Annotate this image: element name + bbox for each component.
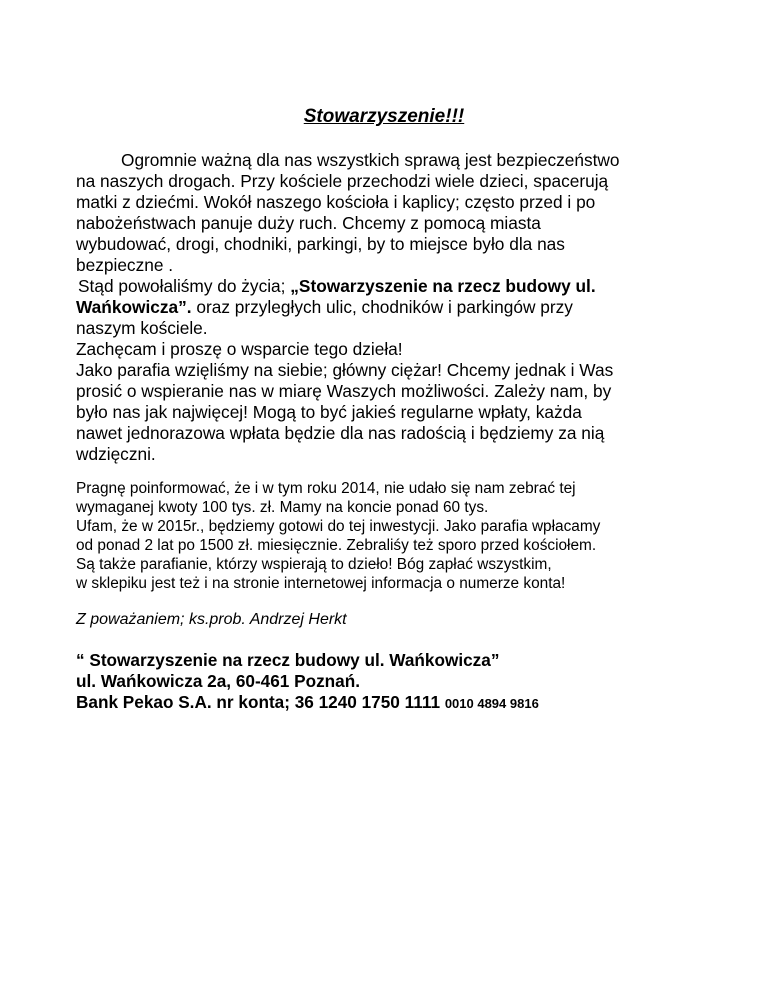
stad-line [78,276,596,297]
para1-line: naszym kościele. [76,318,208,338]
para1-line: Jako parafia wzięliśmy na siebie; główny ciężar! Chcemy jednak i Was [76,360,614,380]
para1-line: bezpieczne . [76,255,174,275]
para1-line: na naszych drogach. Przy kościele przechodzi wiele dzieci, spacerują [76,171,609,191]
association-title: “ Stowarzyszenie na rzecz budowy ul. Wańkowicza” [76,650,500,670]
para2-line: w sklepiku jest też i na stronie internetowej informacja o numerze konta! [76,575,566,592]
para1-line: prosić o wspieranie nas w miarę Waszych możliwości. Zależy nam, by [76,381,612,401]
para1-line: było nas jak najwięcej! Mogą to być jakieś regularne wpłaty, każda [76,402,582,422]
association-desc: oraz przyległych ulic, chodników i parkingów przy [191,297,573,317]
bank-account [76,692,539,713]
para2-line: Pragnę poinformować, że i w tym roku 2014, nie udało się nam zebrać tej [76,480,576,497]
para2-line: Ufam, że w 2015r., będziemy gotowi do tej inwestycji. Jako parafia wpłacamy [76,518,601,535]
para1-line: nawet jednorazowa wpłata będzie dla nas radością i będziemy za nią [76,423,605,443]
para2-line: Są także parafianie, którzy wspierają to dzieło! Bóg zapłać wszystkim, [76,556,552,573]
para1-line: wybudować, drogi, chodniki, parkingi, by to miejsce było dla nas [76,234,565,254]
bank-account-main: Bank Pekao S.A. nr konta; 36 1240 1750 1111 [76,692,445,712]
signature: Z poważaniem; ks.prob. Andrzej Herkt [76,611,347,628]
document-title: Stowarzyszenie!!! [303,106,465,127]
para2-line: wymaganej kwoty 100 tys. zł. Mamy na koncie ponad 60 tys. [76,499,489,516]
wankowicza-line [76,297,573,318]
association-name-bold: „Stowarzyszenie na rzecz budowy ul. [290,276,596,296]
para1-line: Zachęcam i proszę o wsparcie tego dzieła! [76,339,403,359]
stad-prefix: Stąd powołaliśmy do życia; [78,276,291,296]
para1-line: wdzięczni. [76,444,156,464]
para1-line: Ogromnie ważną dla nas wszystkich sprawą jest bezpieczeństwo [121,150,620,170]
association-name-cont: Wańkowicza”. [76,297,192,317]
para1-line: matki z dziećmi. Wokół naszego kościoła i kaplicy; często przed i po [76,192,596,212]
para2-line: od ponad 2 lat po 1500 zł. miesięcznie. Zebraliśy też sporo przed kościołem. [76,537,597,554]
para1-line: nabożeństwach panuje duży ruch. Chcemy z pomocą miasta [76,213,541,233]
bank-account-tail: 0010 4894 9816 [444,696,539,711]
association-address: ul. Wańkowicza 2a, 60-461 Poznań. [76,671,361,691]
